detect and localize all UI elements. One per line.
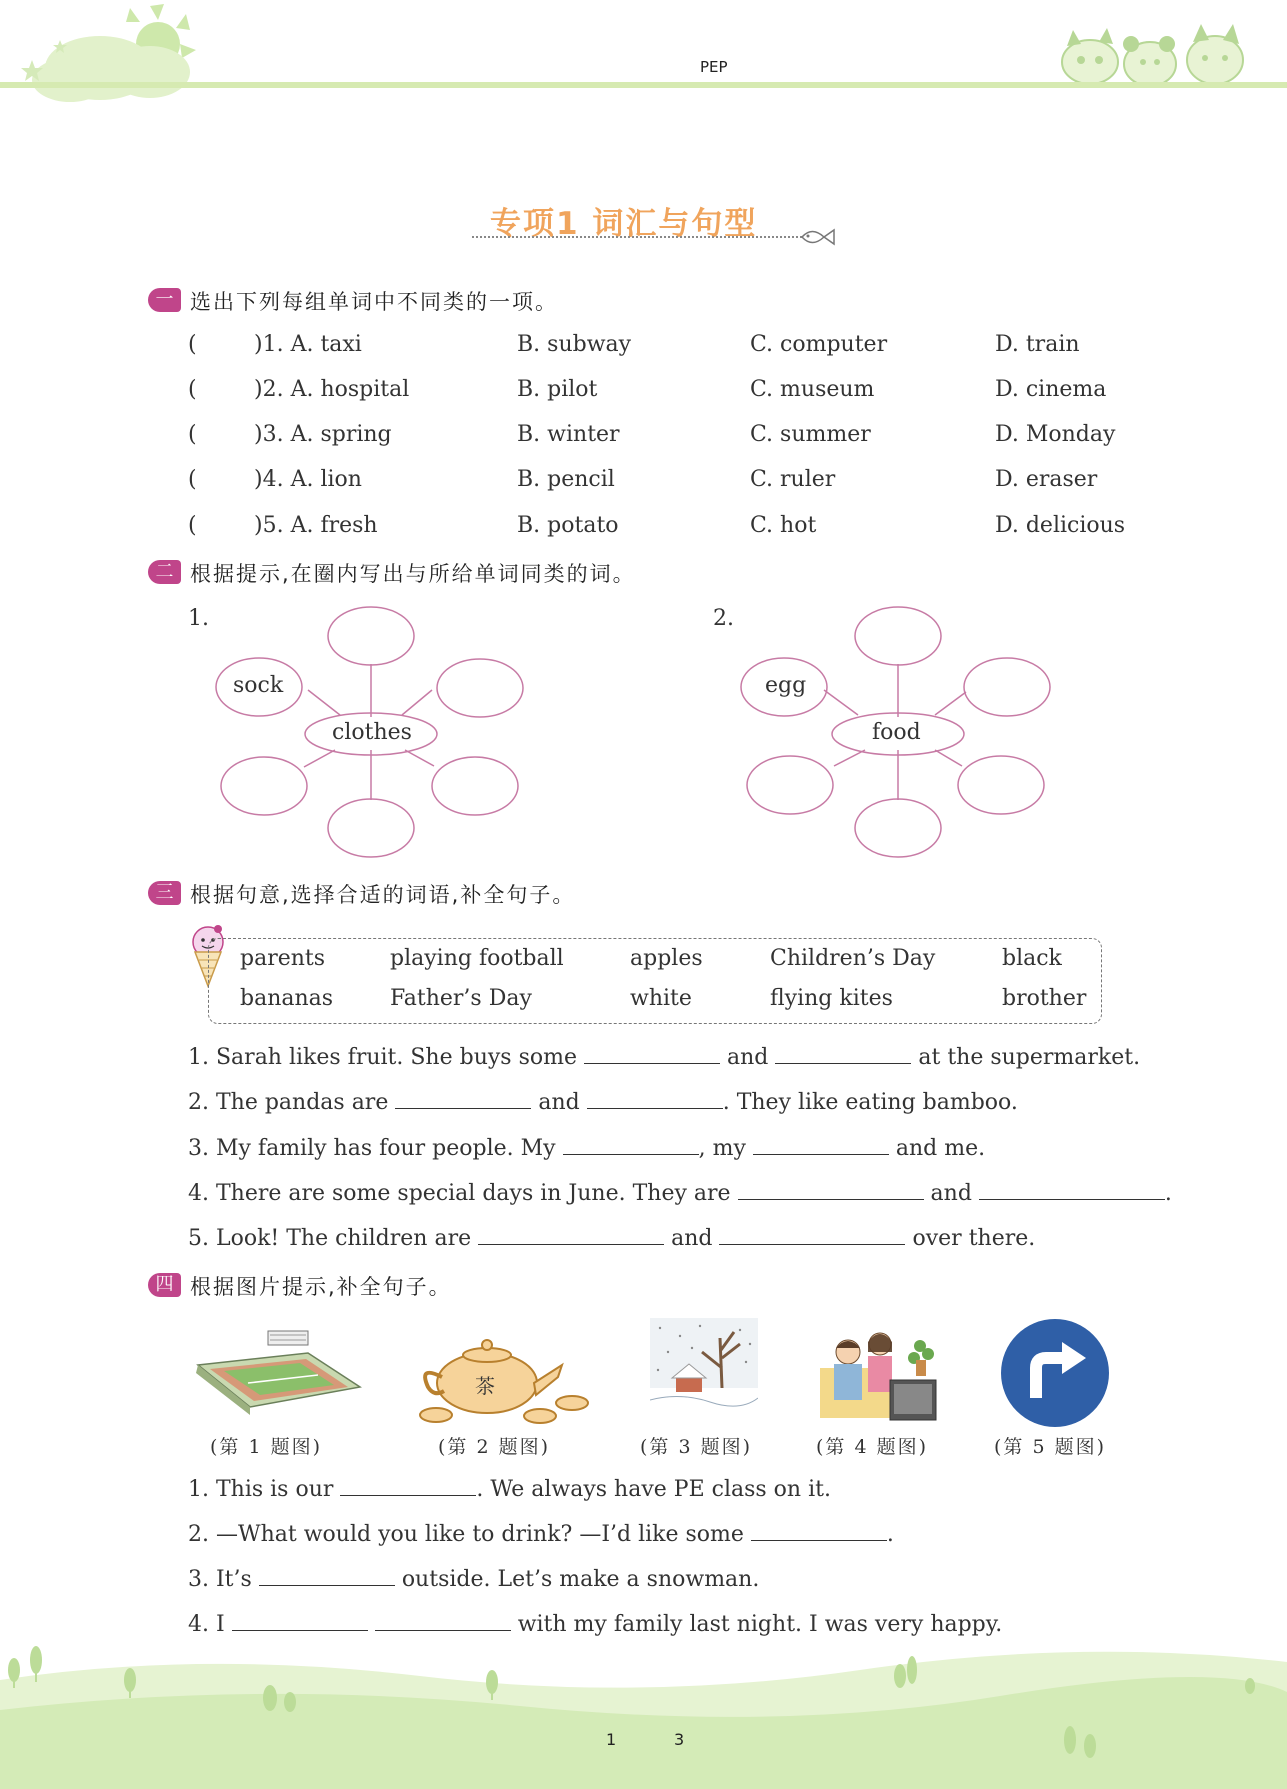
answer-blank[interactable] (584, 1062, 720, 1064)
section-2-badge: 二 (148, 560, 181, 584)
answer-ellipse[interactable] (432, 757, 518, 815)
sentence-text: outside. Let’s make a snowman. (401, 1567, 760, 1592)
answer-blank[interactable] (563, 1153, 699, 1155)
picture-caption: (第 2 题图) (438, 1436, 550, 1458)
sentence-text: . They like eating bamboo. (722, 1090, 1018, 1115)
word-option: playing football (390, 946, 564, 971)
answer-paren[interactable]: ( (188, 422, 197, 447)
answer-paren[interactable]: ( (188, 513, 197, 538)
option-d: D. eraser (995, 467, 1098, 492)
series-label: PEP (700, 58, 728, 76)
family-tv-picture (820, 1318, 940, 1426)
section-1-title: 选出下列每组单词中不同类的一项。 (190, 290, 558, 314)
header-decoration-left (0, 0, 220, 110)
sentence-text: 3. My family has four people. My (188, 1136, 556, 1161)
given-word: sock (233, 673, 284, 698)
answer-blank[interactable] (719, 1243, 905, 1245)
answer-blank[interactable] (587, 1107, 723, 1109)
word-option: apples (630, 946, 703, 971)
answer-blank[interactable] (775, 1062, 911, 1064)
sentence-text: and (538, 1090, 580, 1115)
answer-blank[interactable] (395, 1107, 531, 1109)
sentence-text: 2. The pandas are (188, 1090, 389, 1115)
option-d: D. train (995, 332, 1080, 357)
mindmap-2-label: 2. (713, 606, 734, 631)
option-c: C. museum (750, 377, 875, 402)
sentence-text: , my (698, 1136, 746, 1161)
footer-landscape (0, 1640, 1287, 1789)
teapot-label: 茶 (475, 1374, 495, 1398)
question-row (188, 422, 1116, 447)
option-a: )5. A. fresh (254, 513, 378, 538)
answer-blank[interactable] (232, 1629, 368, 1631)
section-3-badge: 三 (148, 881, 181, 905)
section-4-badge: 四 (148, 1273, 181, 1297)
fill-sentence (188, 1567, 759, 1592)
sentence-text: and (727, 1045, 769, 1070)
option-d: D. cinema (995, 377, 1107, 402)
answer-ellipse[interactable] (328, 607, 414, 665)
word-option: flying kites (770, 986, 893, 1011)
sentence-text: and me. (895, 1136, 986, 1161)
given-word: egg (765, 673, 807, 698)
answer-ellipse[interactable] (221, 757, 307, 815)
center-word: clothes (332, 720, 412, 745)
question-row (188, 332, 1080, 357)
option-d: D. delicious (995, 513, 1126, 538)
title-underline (472, 236, 802, 238)
fill-sentence (188, 1226, 1035, 1251)
option-d: D. Monday (995, 422, 1116, 447)
option-c: C. computer (750, 332, 888, 357)
page-number-left: 1 (606, 1730, 617, 1749)
question-row (188, 513, 1126, 538)
answer-ellipse[interactable] (855, 799, 941, 857)
sentence-text: at the supermarket. (918, 1045, 1141, 1070)
sentence-text: over there. (912, 1226, 1036, 1251)
word-option: Children’s Day (770, 946, 936, 971)
answer-blank[interactable] (340, 1494, 476, 1496)
answer-paren[interactable]: ( (188, 377, 197, 402)
option-a: )4. A. lion (254, 467, 362, 492)
option-c: C. hot (750, 513, 817, 538)
page-title: 专项1 词汇与句型 (490, 206, 758, 242)
section-4-title: 根据图片提示,补全句子。 (190, 1275, 452, 1299)
mindmap-1-label: 1. (188, 606, 209, 631)
option-a: )2. A. hospital (254, 377, 410, 402)
sentence-text: 1. Sarah likes fruit. She buys some (188, 1045, 577, 1070)
option-b: B. winter (517, 422, 620, 447)
answer-blank[interactable] (751, 1539, 887, 1541)
header-decoration-animals (1055, 20, 1255, 90)
option-b: B. potato (517, 513, 619, 538)
fill-sentence (188, 1136, 985, 1161)
question-row (188, 377, 1107, 402)
picture-caption: (第 1 题图) (210, 1436, 322, 1458)
word-option: black (1002, 946, 1062, 971)
picture-caption: (第 4 题图) (816, 1436, 928, 1458)
sentence-text: and (671, 1226, 713, 1251)
question-row (188, 467, 1098, 492)
answer-ellipse[interactable] (747, 756, 833, 814)
sentence-text: 1. This is our (188, 1477, 334, 1502)
sentence-text: and (930, 1181, 972, 1206)
answer-blank[interactable] (478, 1243, 664, 1245)
sentence-text: . We always have PE class on it. (476, 1477, 831, 1502)
option-a: )1. A. taxi (254, 332, 362, 357)
word-option: Father’s Day (390, 986, 532, 1011)
turn-right-sign-icon (1000, 1318, 1110, 1428)
answer-ellipse[interactable] (437, 659, 523, 717)
word-option: parents (240, 946, 326, 971)
answer-ellipse[interactable] (964, 658, 1050, 716)
answer-paren[interactable]: ( (188, 332, 197, 357)
option-a: )3. A. spring (254, 422, 392, 447)
sentence-text: 5. Look! The children are (188, 1226, 472, 1251)
sentence-text: 2. —What would you like to drink? —I’d like some (188, 1522, 744, 1547)
answer-blank[interactable] (753, 1153, 889, 1155)
fill-sentence (188, 1522, 894, 1547)
answer-ellipse[interactable] (328, 799, 414, 857)
header-rule (0, 82, 1287, 88)
answer-blank[interactable] (375, 1629, 511, 1631)
snowy-scene-picture (650, 1318, 758, 1426)
sentence-text: with my family last night. I was very happy. (517, 1612, 1003, 1637)
fish-icon (800, 226, 836, 248)
fill-sentence (188, 1612, 1002, 1637)
teapot-picture (412, 1325, 592, 1425)
answer-blank[interactable] (979, 1198, 1165, 1200)
option-b: B. pilot (517, 377, 598, 402)
center-word: food (872, 720, 921, 745)
sentence-text: 4. There are some special days in June. They are (188, 1181, 731, 1206)
answer-blank[interactable] (259, 1584, 395, 1586)
sentence-text: . (886, 1522, 894, 1547)
picture-caption: (第 3 题图) (640, 1436, 752, 1458)
sentence-text: 4. I (188, 1612, 225, 1637)
option-c: C. ruler (750, 467, 836, 492)
section-2-title: 根据提示,在圈内写出与所给单词同类的词。 (190, 562, 636, 586)
word-option: brother (1002, 986, 1087, 1011)
word-option: white (630, 986, 692, 1011)
fill-sentence (188, 1477, 831, 1502)
word-option: bananas (240, 986, 334, 1011)
answer-blank[interactable] (738, 1198, 924, 1200)
fill-sentence (188, 1090, 1018, 1115)
fill-sentence (188, 1181, 1172, 1206)
option-b: B. subway (517, 332, 632, 357)
sentence-text: . (1164, 1181, 1172, 1206)
answer-ellipse[interactable] (958, 756, 1044, 814)
page-number-right: 3 (674, 1730, 685, 1749)
section-1-badge: 一 (148, 288, 181, 312)
option-b: B. pencil (517, 467, 615, 492)
fill-sentence (188, 1045, 1140, 1070)
picture-caption: (第 5 题图) (994, 1436, 1106, 1458)
answer-paren[interactable]: ( (188, 467, 197, 492)
section-3-title: 根据句意,选择合适的词语,补全句子。 (190, 883, 576, 907)
option-c: C. summer (750, 422, 871, 447)
playground-picture (188, 1325, 363, 1425)
answer-ellipse[interactable] (855, 607, 941, 665)
sentence-text: 3. It’s (188, 1567, 252, 1592)
